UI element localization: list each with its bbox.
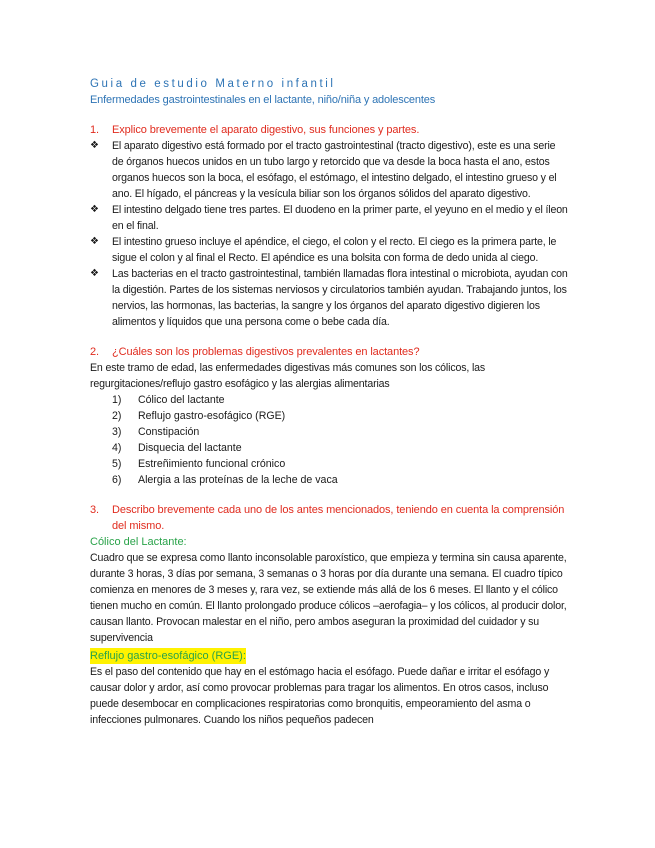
bullet-text: El intestino grueso incluye el apéndice, el ciego, el colon y el recto. El ciego es la primera parte, le sigue el colon y al final el Recto. El apéndice es una bolsita con forma de dedo unida al ciego. [112,236,557,264]
bullet-text: El aparato digestivo está formado por el tracto gastrointestinal (tracto digestivo), este es una serie de órganos huecos unidos en un tubo largo y retorcido que va desde la boca hasta el ano, estos organos huecos son la boca, el esófago, el estómago, el intestino delgado, el intestino grueso y el ano. El hígado, el páncreas y la vesícula biliar son los órganos sólidos del aparato digestivo. [112,140,557,200]
bullet-text: Las bacterias en el tracto gastrointestinal, también llamadas flora intestinal o microbiota, ayudan con la digestión. Partes de los sistemas nerviosos y circulatorios también ayudan. Trabajando juntos, los nervios, las hormonas, las bacterias, la sangre y los órganos del aparato digestivo digieren los alimentos y líquidos que una persona come o bebe cada día. [112,268,568,328]
list-item: 1) Cólico del lactante [112,394,225,406]
list-item: 2) Reflujo gastro-esofágico (RGE) [112,410,286,422]
diamond-bullet-icon: ❖ [90,204,99,215]
section-3-heading-text: Describo brevemente cada uno de los antes mencionados, teniendo en cuenta la comprensión del mismo. [112,504,565,532]
document-title: Guia de estudio Materno infantil [90,78,336,90]
bullet-item [90,234,568,266]
bullet-item [90,266,568,330]
section-2-heading [90,344,568,360]
rge-paragraph: Es el paso del contenido que hay en el estómago hacia el esófago. Puede dañar e irritar el esófago y causar dolor y ardor, así como provocar problemas para tragar los alimentos. En otros casos, incluso puede desembocar en complicaciones respiratorias como bronquitis, empeoramiento del asma o infecciones pulmonares. Cuando los niños pequeños padecen [90,666,550,726]
diamond-bullet-icon: ❖ [90,268,99,279]
bullet-item [90,202,568,234]
section-3-heading [90,502,568,534]
section-1-number: 1. [90,124,99,136]
rge-subheading: Reflujo gastro-esofágico (RGE): [90,650,246,662]
section-2-heading-text: ¿Cuáles son los problemas digestivos prevalentes en lactantes? [112,346,420,358]
list-item: 5) Estreñimiento funcional crónico [112,458,286,470]
list-item: 4) Disquecia del lactante [112,442,242,454]
diamond-bullet-icon: ❖ [90,236,99,247]
diamond-bullet-icon: ❖ [90,140,99,151]
list-item: 6) Alergia a las proteínas de la leche de vaca [112,474,338,486]
section-1-bullet-list [90,138,568,330]
colico-subheading: Cólico del Lactante: [90,536,187,548]
bullet-item [90,138,568,202]
list-item: 3) Constipación [112,426,200,438]
section-2-number: 2. [90,346,99,358]
section-1-heading [90,122,568,138]
document-subtitle: Enfermedades gastrointestinales en el lactante, niño/niña y adolescentes [90,94,436,106]
section-1-heading-text: Explico brevemente el aparato digestivo, sus funciones y partes. [112,124,420,136]
section-2-numbered-list [90,392,568,488]
colico-paragraph: Cuadro que se expresa como llanto inconsolable paroxístico, que empieza y termina sin causa aparente, durante 3 horas, 3 días por semana, 3 semanas o 3 horas por día durante una semana. El cuadro típico comienza en menores de 3 meses y, rara vez, se extiende más allá de los 6 meses. El llanto y el cólico tienen mucho en común. El llanto prolongado produce cólicos –aerofagia– y los cólicos, al producir dolor, causan llanto. Provocan malestar en el niño, pero ambos aseguran la proximidad del cuidador y su supervivencia [90,552,567,644]
bullet-text: El intestino delgado tiene tres partes. El duodeno en la primer parte, el yeyuno en el medio y el íleon en el final. [112,204,568,232]
document-body [90,76,568,728]
section-3-number: 3. [90,504,99,516]
section-2-intro: En este tramo de edad, las enfermedades digestivas más comunes son los cólicos, las regurgitaciones/reflujo gastro esofágico y las alergias alimentarias [90,362,486,390]
